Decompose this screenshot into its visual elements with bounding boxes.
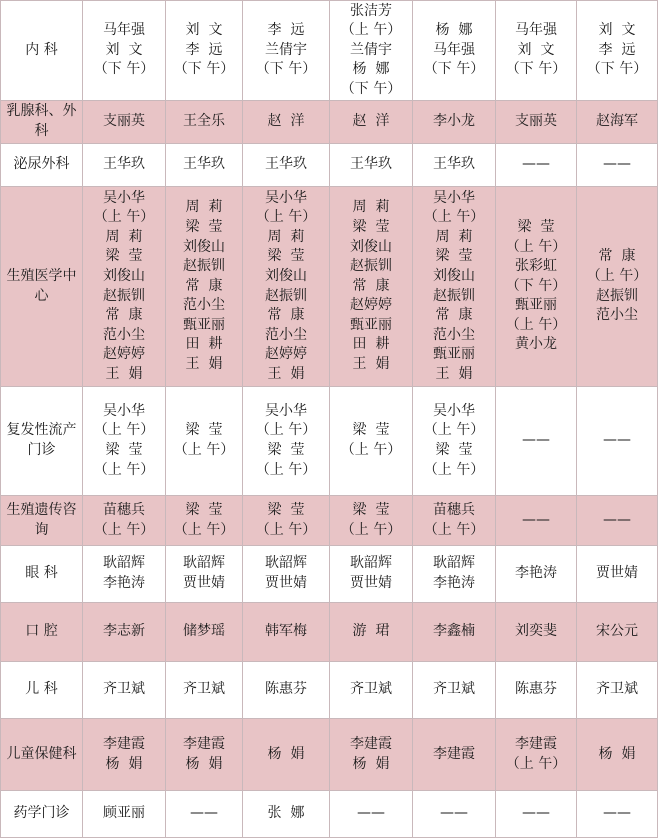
- doctor-name: 耿韶辉: [103, 555, 145, 572]
- doctor-name: 周 莉: [105, 228, 143, 245]
- doctor-name: 甄亚丽: [515, 297, 557, 314]
- doctor-name: 贾世婧: [183, 575, 225, 591]
- schedule-row: [1, 719, 658, 791]
- department-cell: [1, 101, 83, 144]
- department-name: 生殖医学中心: [6, 267, 77, 304]
- doctor-name: 范小尘: [265, 326, 307, 343]
- doctor-cell: [577, 187, 658, 387]
- doctor-name: 李 远: [267, 22, 305, 39]
- doctor-name: 贾世婧: [265, 575, 307, 591]
- doctor-cell: [413, 662, 496, 719]
- doctor-name: 周 莉: [435, 228, 473, 245]
- doctor-name: 周 莉: [185, 199, 223, 216]
- doctor-cell: [577, 101, 658, 144]
- doctor-cell: [413, 187, 496, 387]
- session-note: （上 午）: [93, 422, 155, 439]
- doctor-name: 兰倩宇: [350, 41, 392, 58]
- doctor-name: 范小尘: [103, 326, 145, 343]
- doctor-name: 陈惠芬: [515, 681, 557, 698]
- doctor-name: 刘 文: [598, 22, 636, 39]
- doctor-name: 耿韶辉: [350, 555, 392, 572]
- doctor-name: 吴小华: [433, 402, 475, 419]
- doctor-name: 游 珺: [352, 623, 390, 640]
- doctor-name: 贾世婧: [350, 575, 392, 591]
- doctor-cell: [243, 791, 330, 838]
- doctor-name: 李建霞: [103, 735, 145, 752]
- doctor-name: 甄亚丽: [433, 346, 475, 363]
- doctor-name: 赵海军: [596, 113, 638, 130]
- doctor-cell: [330, 1, 413, 101]
- doctor-cell: [330, 719, 413, 791]
- doctor-name: 梁 莹: [185, 501, 223, 518]
- department-name: 药学门诊: [13, 805, 70, 822]
- department-cell: [1, 187, 83, 387]
- doctor-name: 吴小华: [433, 189, 475, 206]
- doctor-cell: [496, 791, 577, 838]
- doctor-name: 吴小华: [103, 189, 145, 206]
- doctor-name: 李建霞: [350, 735, 392, 752]
- doctor-cell: [496, 603, 577, 662]
- doctor-cell: [83, 101, 166, 144]
- doctor-name: 王 娟: [352, 356, 390, 373]
- doctor-name: 杨 娟: [352, 755, 390, 772]
- doctor-name: 储梦瑶: [183, 623, 225, 640]
- doctor-cell: [330, 387, 413, 496]
- doctor-cell: [83, 187, 166, 387]
- doctor-name: 李建霞: [515, 735, 557, 752]
- doctor-name: 王华玖: [265, 156, 307, 173]
- doctor-name: 田 耕: [352, 336, 390, 353]
- session-note: （上 午）: [505, 755, 567, 772]
- session-note: （上 午）: [340, 442, 402, 458]
- doctor-name: 梁 莹: [352, 218, 390, 235]
- doctor-name: 李 远: [185, 41, 223, 58]
- doctor-name: 陈惠芬: [265, 681, 307, 698]
- doctor-name: 梁 莹: [105, 442, 143, 458]
- doctor-name: 王 娟: [267, 365, 305, 382]
- doctor-name: 梁 莹: [435, 442, 473, 458]
- schedule-row: [1, 1, 658, 101]
- department-name: 乳腺科、外科: [6, 103, 77, 139]
- doctor-name: 李艳涛: [515, 565, 557, 582]
- doctor-name: 刘 文: [517, 41, 555, 58]
- doctor-name: 赵 洋: [267, 113, 305, 130]
- doctor-cell: [577, 662, 658, 719]
- doctor-cell: [243, 144, 330, 187]
- doctor-name: 耿韶辉: [183, 555, 225, 572]
- doctor-cell: [83, 387, 166, 496]
- doctor-name: 杨 娟: [105, 755, 143, 772]
- doctor-cell: [83, 719, 166, 791]
- doctor-name: 赵振钏: [265, 287, 307, 304]
- department-name: 生殖遗传咨询: [6, 501, 77, 538]
- doctor-name: 甄亚丽: [350, 316, 392, 333]
- doctor-cell: [166, 791, 243, 838]
- doctor-name: 李鑫楠: [433, 623, 475, 640]
- doctor-name: 苗穗兵: [103, 501, 145, 518]
- schedule-row: [1, 791, 658, 838]
- session-note: （下 午）: [586, 61, 648, 78]
- doctor-name: 杨 娟: [598, 745, 636, 762]
- schedule-row: [1, 662, 658, 719]
- doctor-cell: [243, 662, 330, 719]
- no-clinic-dash: ——: [603, 156, 631, 173]
- doctor-name: 常 康: [267, 307, 305, 324]
- doctor-name: 吴小华: [265, 402, 307, 419]
- session-note: （下 午）: [255, 61, 317, 78]
- doctor-cell: [83, 662, 166, 719]
- doctor-name: 李建霞: [183, 735, 225, 752]
- doctor-name: 马年强: [103, 22, 145, 39]
- doctor-cell: [496, 1, 577, 101]
- department-cell: [1, 791, 83, 838]
- department-cell: [1, 719, 83, 791]
- doctor-cell: [413, 144, 496, 187]
- doctor-cell: [243, 1, 330, 101]
- doctor-name: 支丽英: [103, 113, 145, 130]
- doctor-name: 马年强: [515, 22, 557, 39]
- schedule-row: [1, 546, 658, 603]
- doctor-cell: [413, 496, 496, 546]
- session-note: （上 午）: [255, 422, 317, 439]
- doctor-name: 赵婷婷: [350, 297, 392, 314]
- doctor-cell: [166, 662, 243, 719]
- doctor-cell: [83, 1, 166, 101]
- doctor-cell: [496, 187, 577, 387]
- session-note: （上 午）: [423, 422, 485, 439]
- doctor-cell: [496, 387, 577, 496]
- doctor-name: 刘俊山: [103, 267, 145, 284]
- doctor-name: 梁 莹: [435, 248, 473, 265]
- doctor-cell: [496, 101, 577, 144]
- no-clinic-dash: ——: [522, 156, 550, 173]
- doctor-cell: [166, 719, 243, 791]
- doctor-name: 赵振钏: [433, 287, 475, 304]
- department-name: 儿 科: [25, 681, 58, 698]
- doctor-name: 范小尘: [596, 307, 638, 324]
- department-name: 儿童保健科: [6, 745, 77, 762]
- doctor-cell: [166, 144, 243, 187]
- doctor-name: 刘 文: [185, 22, 223, 39]
- session-note: （下 午）: [340, 80, 402, 97]
- doctor-name: 梁 莹: [267, 442, 305, 458]
- doctor-cell: [330, 101, 413, 144]
- no-clinic-dash: ——: [440, 805, 468, 822]
- schedule-row: [1, 101, 658, 144]
- doctor-name: 齐卫斌: [183, 681, 225, 698]
- doctor-name: 刘俊山: [265, 267, 307, 284]
- schedule-row: [1, 144, 658, 187]
- session-note: （下 午）: [173, 61, 235, 78]
- doctor-name: 王华玖: [433, 156, 475, 173]
- doctor-cell: [413, 546, 496, 603]
- doctor-cell: [496, 144, 577, 187]
- department-cell: [1, 387, 83, 496]
- doctor-cell: [166, 603, 243, 662]
- doctor-name: 黄小龙: [515, 336, 557, 353]
- department-name: 眼 科: [25, 565, 58, 582]
- session-note: （上 午）: [505, 316, 567, 333]
- doctor-cell: [577, 546, 658, 603]
- doctor-cell: [413, 719, 496, 791]
- doctor-cell: [330, 603, 413, 662]
- doctor-name: 赵振钏: [183, 258, 225, 275]
- doctor-name: 贾世婧: [596, 565, 638, 582]
- doctor-name: 耿韶辉: [433, 555, 475, 572]
- doctor-name: 王华玖: [183, 156, 225, 173]
- doctor-name: 李志新: [103, 623, 145, 640]
- schedule-row: [1, 387, 658, 496]
- session-note: （上 午）: [93, 521, 155, 538]
- doctor-name: 田 耕: [185, 336, 223, 353]
- doctor-name: 杨 娜: [435, 22, 473, 39]
- doctor-name: 宋公元: [596, 623, 638, 640]
- doctor-name: 常 康: [105, 307, 143, 324]
- doctor-name: 常 康: [185, 277, 223, 294]
- session-note: （上 午）: [93, 461, 155, 478]
- doctor-name: 赵婷婷: [103, 346, 145, 363]
- department-cell: [1, 1, 83, 101]
- doctor-name: 刘俊山: [183, 238, 225, 255]
- doctor-cell: [166, 546, 243, 603]
- doctor-name: 梁 莹: [105, 248, 143, 265]
- schedule-row: [1, 496, 658, 546]
- session-note: （上 午）: [255, 521, 317, 538]
- session-note: （上 午）: [505, 238, 567, 255]
- doctor-name: 李 远: [598, 41, 636, 58]
- schedule-row: [1, 603, 658, 662]
- doctor-name: 齐卫斌: [103, 681, 145, 698]
- doctor-cell: [330, 144, 413, 187]
- doctor-name: 周 莉: [352, 199, 390, 216]
- schedule-body: [1, 1, 658, 838]
- doctor-name: 王 娟: [105, 365, 143, 382]
- doctor-name: 范小尘: [183, 297, 225, 314]
- doctor-cell: [413, 101, 496, 144]
- doctor-name: 刘俊山: [350, 238, 392, 255]
- doctor-name: 刘 文: [105, 41, 143, 58]
- doctor-name: 梁 莹: [352, 422, 390, 439]
- doctor-name: 张洁芳: [350, 2, 392, 19]
- doctor-name: 刘奕斐: [515, 623, 557, 640]
- doctor-name: 张彩虹: [515, 258, 557, 275]
- doctor-cell: [330, 187, 413, 387]
- doctor-cell: [496, 546, 577, 603]
- department-name: 复发性流产门诊: [6, 422, 77, 458]
- session-note: （下 午）: [505, 277, 567, 294]
- doctor-name: 范小尘: [433, 326, 475, 343]
- doctor-cell: [496, 719, 577, 791]
- doctor-name: 王全乐: [183, 113, 225, 130]
- doctor-name: 刘俊山: [433, 267, 475, 284]
- doctor-cell: [330, 662, 413, 719]
- department-name: 内 科: [25, 41, 58, 58]
- doctor-name: 常 康: [435, 307, 473, 324]
- doctor-cell: [83, 496, 166, 546]
- doctor-cell: [413, 387, 496, 496]
- doctor-name: 王 娟: [435, 365, 473, 382]
- doctor-cell: [166, 101, 243, 144]
- doctor-cell: [243, 546, 330, 603]
- session-note: （下 午）: [423, 61, 485, 78]
- doctor-cell: [330, 546, 413, 603]
- doctor-cell: [166, 387, 243, 496]
- doctor-name: 杨 娟: [267, 745, 305, 762]
- doctor-name: 吴小华: [265, 189, 307, 206]
- no-clinic-dash: ——: [357, 805, 385, 822]
- doctor-name: 韩军梅: [265, 623, 307, 640]
- doctor-name: 周 莉: [267, 228, 305, 245]
- doctor-name: 杨 娟: [185, 755, 223, 772]
- no-clinic-dash: ——: [522, 511, 550, 528]
- session-note: （上 午）: [423, 521, 485, 538]
- doctor-name: 赵振钏: [596, 287, 638, 304]
- doctor-name: 梁 莹: [185, 422, 223, 439]
- doctor-name: 赵振钏: [103, 287, 145, 304]
- no-clinic-dash: ——: [603, 805, 631, 822]
- doctor-cell: [577, 719, 658, 791]
- doctor-name: 王 娟: [185, 356, 223, 373]
- no-clinic-dash: ——: [603, 432, 631, 449]
- doctor-cell: [243, 603, 330, 662]
- department-cell: [1, 603, 83, 662]
- doctor-name: 兰倩宇: [265, 41, 307, 58]
- doctor-name: 张 娜: [267, 805, 305, 822]
- doctor-cell: [243, 496, 330, 546]
- no-clinic-dash: ——: [190, 805, 218, 822]
- department-cell: [1, 662, 83, 719]
- session-note: （上 午）: [255, 209, 317, 226]
- doctor-cell: [577, 496, 658, 546]
- no-clinic-dash: ——: [522, 805, 550, 822]
- schedule-row: [1, 187, 658, 387]
- doctor-cell: [83, 603, 166, 662]
- doctor-name: 梁 莹: [267, 248, 305, 265]
- doctor-cell: [496, 662, 577, 719]
- session-note: （上 午）: [586, 267, 648, 284]
- doctor-name: 王华玖: [350, 156, 392, 173]
- session-note: （上 午）: [340, 521, 402, 538]
- doctor-cell: [243, 719, 330, 791]
- doctor-cell: [243, 387, 330, 496]
- doctor-cell: [83, 546, 166, 603]
- doctor-name: 甄亚丽: [183, 316, 225, 333]
- doctor-name: 常 康: [598, 248, 636, 265]
- doctor-cell: [577, 603, 658, 662]
- session-note: （上 午）: [173, 521, 235, 538]
- doctor-name: 齐卫斌: [350, 681, 392, 698]
- doctor-cell: [577, 791, 658, 838]
- doctor-cell: [496, 496, 577, 546]
- doctor-name: 赵婷婷: [265, 346, 307, 363]
- doctor-cell: [243, 101, 330, 144]
- doctor-name: 苗穗兵: [433, 501, 475, 518]
- doctor-cell: [577, 387, 658, 496]
- doctor-cell: [166, 496, 243, 546]
- doctor-name: 李小龙: [433, 113, 475, 130]
- session-note: （上 午）: [340, 22, 402, 39]
- session-note: （下 午）: [93, 61, 155, 78]
- doctor-cell: [413, 791, 496, 838]
- doctor-name: 梁 莹: [267, 501, 305, 518]
- doctor-name: 梁 莹: [185, 218, 223, 235]
- doctor-name: 支丽英: [515, 113, 557, 130]
- doctor-name: 赵振钏: [350, 258, 392, 275]
- no-clinic-dash: ——: [522, 432, 550, 449]
- department-cell: [1, 144, 83, 187]
- doctor-name: 吴小华: [103, 402, 145, 419]
- doctor-name: 马年强: [433, 41, 475, 58]
- doctor-cell: [83, 144, 166, 187]
- doctor-cell: [577, 1, 658, 101]
- doctor-cell: [330, 496, 413, 546]
- doctor-name: 李艳涛: [103, 575, 145, 591]
- doctor-name: 李艳涛: [433, 575, 475, 591]
- doctor-cell: [413, 1, 496, 101]
- no-clinic-dash: ——: [603, 511, 631, 528]
- doctor-name: 杨 娜: [352, 61, 390, 78]
- doctor-cell: [166, 1, 243, 101]
- doctor-name: 李建霞: [433, 745, 475, 762]
- session-note: （上 午）: [255, 461, 317, 478]
- session-note: （上 午）: [423, 461, 485, 478]
- doctor-name: 梁 莹: [352, 501, 390, 518]
- doctor-cell: [577, 144, 658, 187]
- department-name: 泌尿外科: [13, 156, 70, 173]
- session-note: （下 午）: [505, 61, 567, 78]
- doctor-name: 梁 莹: [517, 218, 555, 235]
- session-note: （上 午）: [423, 209, 485, 226]
- department-cell: [1, 496, 83, 546]
- doctor-cell: [243, 187, 330, 387]
- doctor-cell: [413, 603, 496, 662]
- doctor-name: 齐卫斌: [433, 681, 475, 698]
- department-name: 口 腔: [25, 623, 58, 640]
- session-note: （上 午）: [173, 442, 235, 458]
- doctor-name: 齐卫斌: [596, 681, 638, 698]
- doctor-name: 王华玖: [103, 156, 145, 173]
- doctor-name: 耿韶辉: [265, 555, 307, 572]
- doctor-cell: [330, 791, 413, 838]
- department-cell: [1, 546, 83, 603]
- doctor-name: 赵 洋: [352, 113, 390, 130]
- doctor-name: 顾亚丽: [103, 805, 145, 822]
- doctor-cell: [83, 791, 166, 838]
- session-note: （上 午）: [93, 209, 155, 226]
- doctor-name: 常 康: [352, 277, 390, 294]
- doctor-cell: [166, 187, 243, 387]
